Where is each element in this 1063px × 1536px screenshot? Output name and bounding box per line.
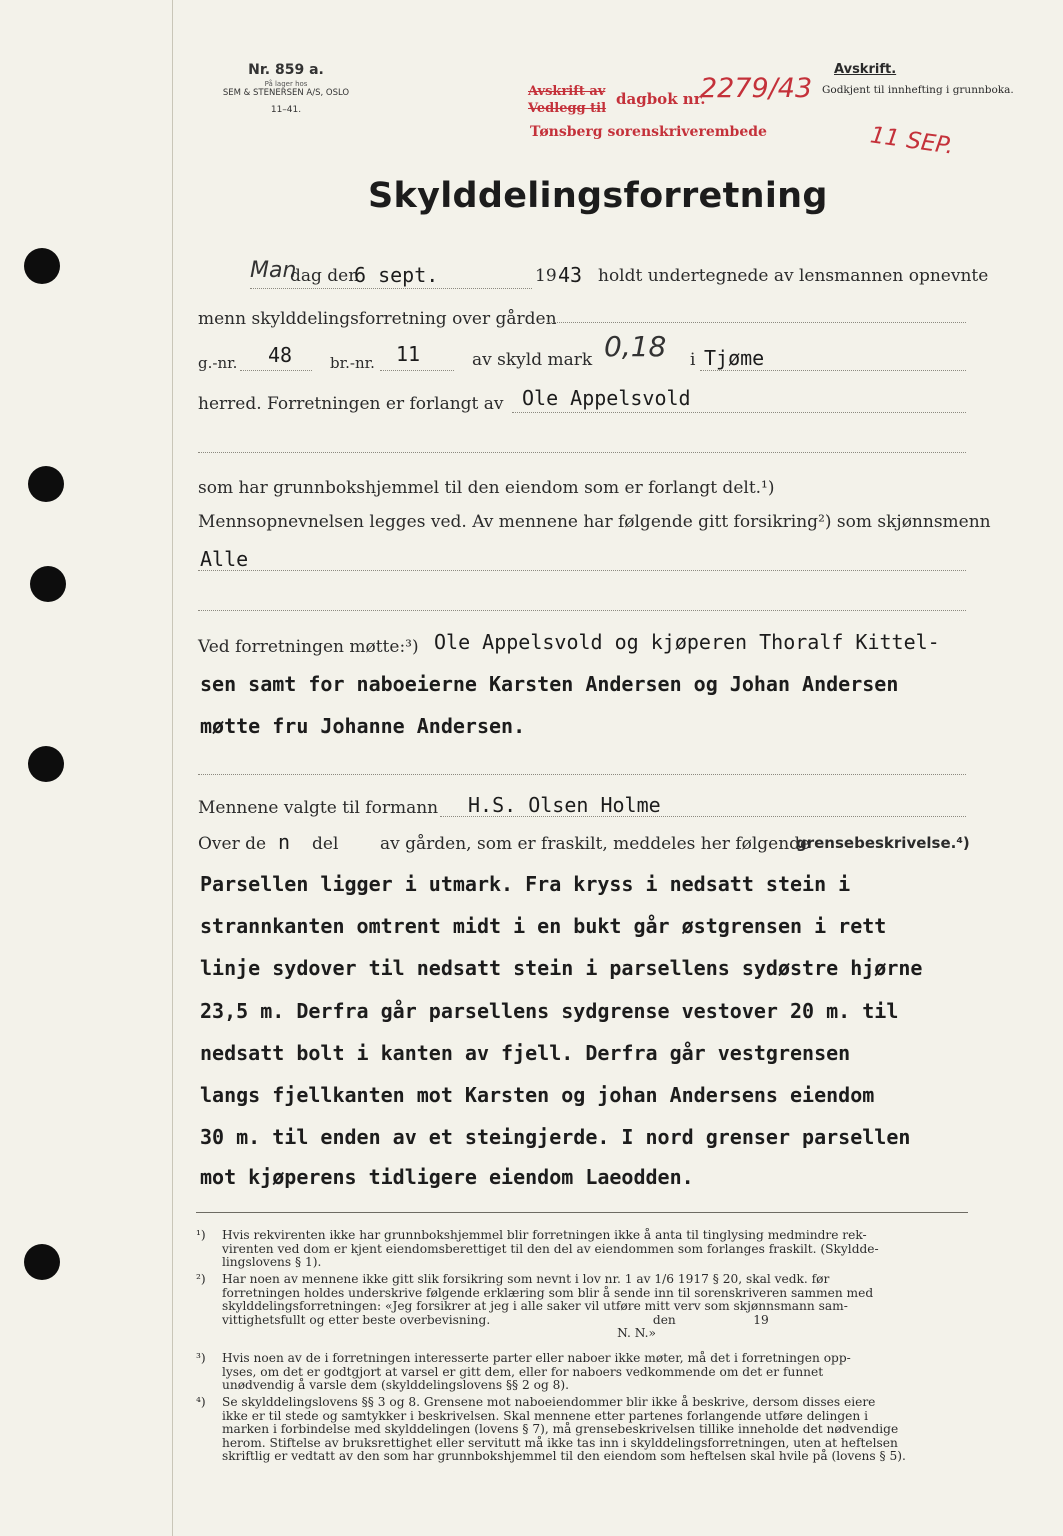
- fill-line: [240, 370, 312, 371]
- grense-line: Parsellen ligger i utmark. Fra kryss i nedsatt stein i: [200, 872, 851, 896]
- gnr-label: g.-nr.: [198, 354, 238, 372]
- fill-line: [198, 452, 966, 453]
- footnote-number: ³): [196, 1351, 206, 1365]
- grense-line: langs fjellkanten mot Karsten og johan Andersens eiendom: [200, 1083, 875, 1107]
- print-edition: 11–41.: [270, 105, 302, 115]
- bnr-value: 11: [396, 342, 421, 366]
- footnote-line: virenten ved dom er kjent eiendomsberettiget til den del av eiendommen som forlanges fraskilt. (Skyldde-: [222, 1241, 879, 1256]
- menn-line: Mennsopnevnelsen legges ved. Av mennene har følgende gitt forsikring²) som skjønnsmenn: [198, 512, 991, 532]
- fill-line: [700, 370, 966, 371]
- footnote-line: N. N.»: [222, 1326, 656, 1341]
- document-title: Skylddelingsforretning: [368, 176, 828, 216]
- grense-line: mot kjøperens tidligere eiendom Laeodden.: [200, 1165, 694, 1189]
- year-value: 43: [558, 263, 583, 287]
- footnote-line: skriftlig er vedtatt av den som har grunnbokshjemmel til den eiendom som heftelsen skal hvile på (lovens § 5).: [222, 1449, 906, 1464]
- footnote-line: Hvis noen av de i forretningen interesserte parter eller naboer ikke møter, må det i forretningen opp-: [222, 1351, 851, 1365]
- year-prefix: 19: [535, 266, 557, 286]
- fill-line: [512, 412, 966, 413]
- footnote-line: lyses, om det er godtgjort at varsel er gitt dem, eller for naboers vedkommende om det er funnet: [222, 1364, 824, 1379]
- avskrift-note: Godkjent til innhefting i grunnboka.: [822, 84, 1014, 96]
- fill-line: [380, 370, 454, 371]
- fill-line: [198, 774, 966, 775]
- footnote: [196, 1396, 968, 1464]
- printer-info: [196, 62, 376, 115]
- grensebeskrivelse-label: grensebeskrivelse.⁴): [796, 834, 970, 852]
- fill-line: [548, 322, 966, 323]
- grense-line: nedsatt bolt i kanten av fjell. Derfra går vestgrensen: [200, 1041, 851, 1065]
- requester-name: Ole Appelsvold: [522, 386, 691, 410]
- footnote-line: forretningen holdes underskrive følgende erklæring som blir å sende inn til sorenskriveren sammen med: [222, 1285, 874, 1300]
- date-value: 6 sept.: [354, 263, 439, 287]
- avskrift-heading: Avskrift.: [834, 62, 897, 77]
- weekday-printed: dag den: [290, 266, 360, 286]
- stamp-date: 11 SEP.: [868, 122, 956, 160]
- stamp-dagbok-label: dagbok nr.: [616, 90, 706, 108]
- stamp-office: Tønsberg sorenskriverembede: [530, 124, 767, 140]
- footnote-line: vittighetsfullt og etter beste overbevisning. den 19: [222, 1312, 769, 1327]
- footnote-line: Se skylddelingslovens §§ 3 og 8. Grensene mot naboeiendommer blir ikke å beskrive, dersom disses eiere: [222, 1395, 876, 1409]
- over-de-label: Over de: [198, 834, 267, 854]
- bnr-label: br.-nr.: [330, 354, 375, 372]
- footnote-line: skylddelingsforretningen: «Jeg forsikrer at jeg i alle saker vil utføre mitt verv som skjønnsmann sam-: [222, 1299, 848, 1314]
- footnote: [196, 1229, 968, 1270]
- del-label: del: [312, 834, 339, 854]
- footnote-line: ikke er til stede og samtykker i beskrivelsen. Skal mennene etter partenes forlangende utføre delingen i: [222, 1408, 868, 1423]
- line1-text: holdt undertegnede av lensmannen opnevnte: [598, 266, 989, 286]
- grense-line: 23,5 m. Derfra går parsellens sydgrense vestover 20 m. til: [200, 999, 899, 1023]
- footnote: [196, 1352, 968, 1393]
- grunnbok-line: som har grunnbokshjemmel til den eiendom som er forlangt delt.¹): [198, 478, 775, 498]
- footnote-number: ¹): [196, 1228, 206, 1242]
- margin-line: [172, 0, 173, 1536]
- fill-line: [440, 816, 966, 817]
- herred-line: herred. Forretningen er forlangt av: [198, 394, 504, 414]
- footnote-line: Hvis rekvirenten ikke har grunnbokshjemmel blir forretningen ikke å anta til tinglysing medmindre rek-: [222, 1228, 867, 1242]
- footnote-line: herom. Stiftelse av bruksrettighet eller servitutt må ikke tas inn i skylddelingsforretningen, uten at heftelsen: [222, 1435, 898, 1450]
- weekday-handwritten: Man: [250, 258, 297, 283]
- skyld-value: 0,18: [604, 330, 667, 363]
- herred-name: Tjøme: [704, 346, 765, 370]
- footnote-line: marken i forbindelse med skylddelingen (lovens § 7), må grensebeskrivelsen tillike inneholde det nødvendige: [222, 1422, 899, 1437]
- publisher-name: SEM & STENERSEN A/S, OSLO: [222, 88, 350, 98]
- footnote-line: lingslovens § 1).: [222, 1255, 322, 1270]
- skyld-label: av skyld mark: [472, 350, 593, 370]
- footnote-line: unødvendig å varsle dem (skylddelingslovens §§ 2 og 8).: [222, 1378, 570, 1393]
- stamp-vedlegg-til: Vedlegg til: [528, 101, 607, 116]
- motte-line: sen samt for naboeierne Karsten Andersen og Johan Andersen: [200, 672, 899, 696]
- stamp-dagbok-number: 2279/43: [700, 73, 813, 104]
- footnote-rule: [196, 1212, 968, 1213]
- form-number: Nr. 859 a.: [248, 62, 324, 78]
- footnote-line: Har noen av mennene ikke gitt slik forsikring som nevnt i lov nr. 1 av 1/6 1917 § 20, skal vedk. før: [222, 1272, 830, 1286]
- gnr-value: 48: [268, 343, 293, 367]
- line2-text: menn skylddelingsforretning over gården: [198, 309, 557, 329]
- forsikring-value: Alle: [200, 547, 249, 571]
- grense-line: 30 m. til enden av et steingjerde. I nord grenser parsellen: [200, 1125, 911, 1149]
- binder-hole: [28, 746, 64, 782]
- publisher-line: På lager hos: [264, 80, 308, 88]
- binder-hole: [24, 1244, 60, 1280]
- binder-hole: [28, 466, 64, 502]
- fill-line: [198, 610, 966, 611]
- formann-value: H.S. Olsen Holme: [468, 793, 661, 817]
- motte-label: Ved forretningen møtte:³): [198, 637, 419, 657]
- grense-line: linje sydover til nedsatt stein i parsellens sydøstre hjørne: [200, 956, 923, 980]
- stamp-avskrift-av: Avskrift av: [528, 84, 606, 99]
- footnote: [196, 1273, 968, 1341]
- fill-line: [198, 570, 966, 571]
- formann-label: Mennene valgte til formann: [198, 798, 439, 818]
- fill-line: [250, 288, 532, 289]
- motte-line: Ole Appelsvold og kjøperen Thoralf Kittel-: [434, 630, 940, 654]
- binder-hole: [30, 566, 66, 602]
- over-de-value: n: [278, 830, 291, 854]
- herred-i-label: i: [690, 350, 696, 370]
- footnote-number: ²): [196, 1272, 206, 1286]
- footnote-number: ⁴): [196, 1395, 206, 1409]
- over-de-text: av gården, som er fraskilt, meddeles her følgende: [380, 834, 811, 854]
- binder-hole: [24, 248, 60, 284]
- motte-line: møtte fru Johanne Andersen.: [200, 714, 526, 738]
- grense-line: strannkanten omtrent midt i en bukt går østgrensen i rett: [200, 914, 887, 938]
